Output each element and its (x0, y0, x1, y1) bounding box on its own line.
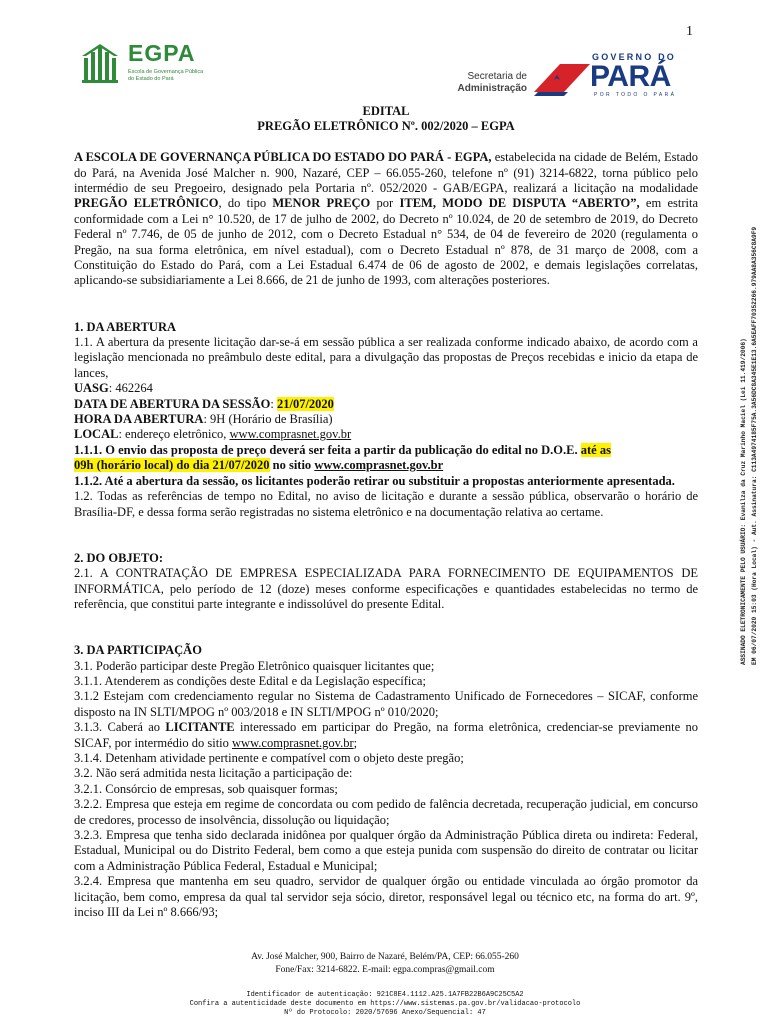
local-label: LOCAL (74, 427, 119, 442)
para-flag-icon (534, 62, 590, 96)
auth-protocol: Nº do Protocolo: 2020/57696 Anexo/Sequencial: 47 (284, 1009, 486, 1017)
item-3-1-2: 3.1.2 Estejam com credenciamento regular no Sistema de Cadastramento Unificado de Fornecedores – SICAF, conforme disposto na IN SLTI/MPOG nº 003/2018 e IN SLTI/MPOG nº 010/2020; (74, 689, 698, 719)
egpa-logo (80, 42, 210, 86)
uasg-line (74, 381, 698, 396)
egpa-logo-subtitle-2: do Estado do Pará (128, 76, 174, 82)
item-1-1-1 (74, 443, 698, 474)
item-3-2-2: 3.2.2. Empresa que esteja em regime de concordata ou com pedido de falência decretada, recuperação judicial, em concurso de credores, processo de insolvência, dissolução ou liquidação; (74, 797, 698, 827)
auth-identifier: Identificador de autenticação: 921C8E4.1112.A25.1A7FB22B6A9C25C5A2 (246, 991, 524, 999)
section-2-heading (74, 551, 698, 566)
item-1-1-1-url-link[interactable]: www.comprasnet.gov.br (314, 458, 444, 473)
preamble-text-3: por (370, 196, 400, 211)
item-3-1-3 (74, 720, 698, 751)
section-1-heading (74, 320, 698, 335)
section-2-heading-text: 2. DO OBJETO: (74, 550, 164, 565)
preamble-text-4: em estrita conformidade com a Lei n° 10.520, de 17 de julho de 2002, do Decreto nº 10.024, de 20 de setembro de 2019, do Decreto Federal nº 7.746, de 05 de junho de 2012, com o Decreto Estadual n° 534, de 04 de fevereiro de 2020 (regulamenta o Pregão, na sua forma eletrônica, em nível estadual), com o Decreto Estadual nº 878, de 31 março de 2008, com a Constituição do Estado do Pará, com a Lei Estadual 6.474 de 06 de agosto de 2002, e demais legislações correlatas, aplicando-se subsidiariamente a Lei 8.666, de 21 de junho de 1993, com alterações posteriores. (74, 196, 698, 288)
local-value: : endereço eletrônico, (118, 427, 230, 442)
item-3-2-3: 3.2.3. Empresa que tenha sido declarada inidônea por qualquer órgão da Administração Pública direta ou indireta: Federal, Estadual, Municipal ou do Distrito Federal, bem como a que esteja punida com suspensão do direito de contratar ou licitar com a Administração Pública Federal, Estadual e Municipal; (74, 827, 698, 873)
item-1-2: 1.2. Todas as referências de tempo no Edital, no aviso de licitação e durante a sessão pública, observarão o horário de Brasília-DF, e dessa forma serão registradas no sistema eletrônico e na documentação relativa ao certame. (74, 489, 698, 519)
preamble-bold-1: A ESCOLA DE GOVERNANÇA PÚBLICA DO ESTADO DO PARÁ - EGPA, (74, 150, 492, 165)
para-tagline: POR TODO O PARÁ (594, 92, 677, 98)
secretaria-line2: Administração (457, 83, 527, 94)
governo-do-text: GOVERNO DO (592, 52, 677, 62)
secretaria-line1: Secretaria de (467, 71, 527, 82)
item-3-1-4: 3.1.4. Detenham atividade pertinente e compatível com o objeto deste pregão; (74, 750, 464, 765)
hora-abertura-label: HORA DA ABERTURA (74, 412, 204, 427)
edital-title: EDITAL (362, 104, 410, 118)
item-2-1: 2.1. A CONTRATAÇÃO DE EMPRESA ESPECIALIZADA PARA FORNECIMENTO DE EQUIPAMENTOS DE INFORMÁTICA, pelo período de 12 (doze) meses conforme especificações e quantidades estabelecidas no termo de referência, que constitui parte integrante e indissolúvel do presente Edital. (74, 566, 698, 611)
preamble-bold-3: MENOR PREÇO (272, 196, 371, 211)
edital-subtitle: PREGÃO ELETRÔNICO Nº. 002/2020 – EGPA (257, 119, 515, 134)
item-3-1: 3.1. Poderão participar deste Pregão Eletrônico quaisquer licitantes que; (74, 658, 435, 673)
item-3-1-3-text: 3.1.3. Caberá ao (74, 720, 166, 735)
egpa-emblem-icon (80, 42, 124, 84)
section-3-heading (74, 643, 698, 658)
authentication-block (0, 991, 770, 1018)
section-3-heading-text: 3. DA PARTICIPAÇÃO (74, 643, 202, 658)
secretaria-logo (452, 71, 527, 95)
data-abertura-value: 21/07/2020 (276, 396, 334, 411)
item-3-1-3-text-2: interessado em participar do Pregão, na forma eletrônica, credenciar-se previamente no SICAF, por intermédio do sitio (74, 720, 698, 750)
uasg-value: : 462264 (108, 381, 153, 396)
item-1-1-2-text: 1.1.2. Até a abertura da sessão, os licitantes poderão retirar ou substituir a propostas anteriormente apresentada. (74, 473, 675, 488)
item-3-1-3-bold: LICITANTE (165, 720, 235, 735)
egpa-logo-name: EGPA (128, 40, 196, 66)
section-1-heading-text: 1. DA ABERTURA (74, 319, 177, 334)
preamble-text-2: , do tipo (218, 196, 273, 211)
item-1-1-2 (74, 474, 698, 489)
page-footer (0, 951, 770, 977)
preamble (74, 150, 698, 289)
signature-stamp (740, 40, 762, 1020)
data-abertura-label: DATA DE ABERTURA DA SESSÃO (74, 396, 271, 411)
hora-abertura-value: : 9H (Horário de Brasília) (203, 412, 333, 427)
signature-stamp-line-2: EM 06/07/2020 15:03 (Hora Local) - Aut. Assinatura: C113A4974185F75A.3A56DC8A345E1E13.6A5EAFF70352266.979AA8A356C8A9F9 (751, 226, 758, 665)
hora-abertura-line (74, 412, 698, 427)
preamble-bold-2: PREGÃO ELETRÔNICO (74, 196, 219, 211)
preamble-bold-4: ITEM, MODO DE DISPUTA “ABERTO”, (399, 196, 640, 211)
local-url-link[interactable]: www.comprasnet.gov.br (229, 427, 352, 442)
item-1-1-1-text: 1.1.1. O envio das proposta de preço deverá ser feita a partir da publicação do edital no D.O.E. (74, 442, 581, 457)
footer-contact: Fone/Fax: 3214-6822. E-mail: egpa.compras@gmail.com (275, 965, 495, 975)
egpa-logo-subtitle: Escola de Governança Pública (128, 69, 204, 75)
auth-validation-url: Confira a autenticidade deste documento em https://www.sistemas.pa.gov.br/validacao-protocolo (189, 1000, 581, 1008)
para-text: PARÁ (590, 60, 671, 93)
governo-para-logo (534, 52, 694, 100)
item-3-2: 3.2. Não será admitida nesta licitação a participação de: (74, 766, 353, 781)
data-abertura-sep: : (270, 396, 277, 411)
footer-address: Av. José Malcher, 900, Bairro de Nazaré, Belém/PA, CEP: 66.055-260 (251, 952, 519, 962)
item-1-1-1-highlight-2: 09h (horário local) do dia 21/07/2020 (74, 458, 270, 473)
item-3-1-1: 3.1.1. Atenderem as condições deste Edital e da Legislação específica; (74, 673, 426, 688)
page-number: 1 (686, 24, 693, 39)
item-3-1-3-url-link[interactable]: www.comprasnet.gov.br (232, 735, 354, 750)
item-3-1-3-end: ; (353, 735, 358, 750)
uasg-label: UASG (74, 381, 109, 396)
data-abertura-line (74, 397, 698, 412)
local-line (74, 427, 698, 442)
edital-content (74, 104, 698, 920)
signature-stamp-line-1: ASSINADO ELETRONICAMENTE PELO USUÁRIO: Evanilza da Cruz Marinho Maciel (Lei 11.419/2006) (740, 338, 747, 665)
item-3-2-4: 3.2.4. Empresa que mantenha em seu quadro, servidor de qualquer órgão ou entidade vinculada ao órgão promotor da licitação, bem como, empresa da qual tal servidor seja sócio, diretor, responsável legal ou técnico etc, na forma do art. 9º, inciso III da Lei nº 8.666/93; (74, 874, 698, 920)
item-1-1: 1.1. A abertura da presente licitação dar-se-á em sessão pública a ser realizada conforme indicado abaixo, de acordo com a legislação mencionada no preâmbulo deste edital, para a divulgação das propostas de Preços recebidas e inicio da etapa de lances, (74, 335, 698, 380)
item-3-2-1: 3.2.1. Consórcio de empresas, sob quaisquer formas; (74, 781, 338, 796)
item-1-1-1-highlight-1: até as (580, 442, 611, 457)
preamble-text-1: estabelecida na cidade de Belém, Estado do Pará, na Avenida José Malcher n. 900, Nazaré, CEP – 66.055-260, telefone nº (91) 3214-6822, torna público pelo intermédio de seu Pregoeiro, designado pela Portaria nº. 052/2020 - GAB/EGPA, realizará a licitação na modalidade (74, 150, 698, 196)
item-1-1-1-text-2: no sitio (269, 458, 315, 473)
